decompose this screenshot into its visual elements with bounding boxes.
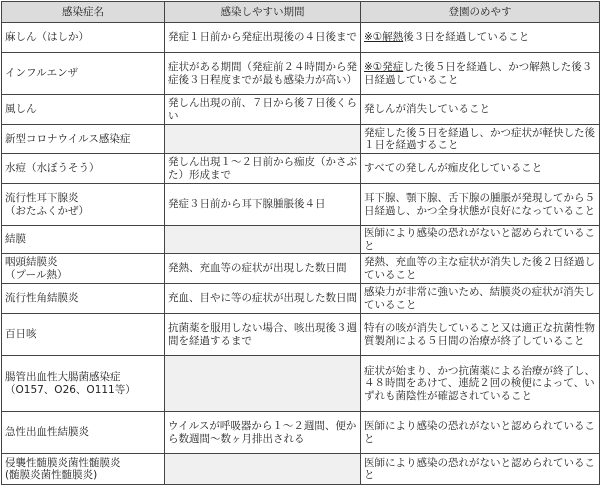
disease-name: 急性出血性結膜炎 bbox=[2, 412, 165, 454]
header-guide: 登園のめやす bbox=[361, 2, 600, 23]
return-guide: 医師により感染の恐れがないと認められていること bbox=[361, 454, 600, 485]
infectious-period bbox=[165, 125, 361, 154]
infectious-period bbox=[165, 454, 361, 485]
table-row bbox=[2, 95, 600, 125]
table-row bbox=[2, 23, 600, 53]
header-period: 感染しやすい期間 bbox=[165, 2, 361, 23]
return-guide: 医師により感染の恐れがないと認められていること bbox=[361, 412, 600, 454]
disease-name: 流行性角結膜炎 bbox=[2, 284, 165, 314]
infectious-period: 発症１日前から発症出現後の４日後まで bbox=[165, 23, 361, 53]
table-row bbox=[2, 284, 600, 314]
disease-name: 侵襲性髄膜炎菌性髄膜炎 (髄膜炎菌性髄膜炎) bbox=[2, 454, 165, 485]
infectious-period: 抗菌薬を服用しない場合、咳出現後３週間を経過するまで bbox=[165, 314, 361, 356]
disease-name: 流行性耳下腺炎 （おたふくかぜ） bbox=[2, 184, 165, 226]
disease-name: 百日咳 bbox=[2, 314, 165, 356]
table-row bbox=[2, 226, 600, 254]
return-guide: 耳下腺、顎下腺、舌下腺の腫脹が発現してから５日経過し、かつ全身状態が良好になっていること bbox=[361, 184, 600, 226]
header-row bbox=[2, 2, 600, 23]
return-guide: 症状が始まり、かつ抗菌薬による治療が終了し、４８時間をあけて、連続２回の検便によって、いずれも菌陰性が確認されていること bbox=[361, 356, 600, 412]
return-guide: すべての発しんが痂皮化していること bbox=[361, 154, 600, 184]
infectious-period: 発しん出現の前、７日から後７日後くらい bbox=[165, 95, 361, 125]
disease-name: 新型コロナウイルス感染症 bbox=[2, 125, 165, 154]
table-row bbox=[2, 53, 600, 95]
return-guide: ※①解熱後３日を経過していること bbox=[361, 23, 600, 53]
disease-name: 水痘（水ぼうそう） bbox=[2, 154, 165, 184]
table-row bbox=[2, 412, 600, 454]
return-guide: 発症した後５日を経過し、かつ症状が軽快した後１日を経過すること bbox=[361, 125, 600, 154]
return-guide: 発しんが消失していること bbox=[361, 95, 600, 125]
disease-name: 麻しん（はしか） bbox=[2, 23, 165, 53]
return-guide: 医師により感染の恐れがないと認められていること bbox=[361, 226, 600, 254]
table-row bbox=[2, 454, 600, 485]
disease-name: 腸管出血性大腸菌感染症 （O157、O26、O111等） bbox=[2, 356, 165, 412]
table-row bbox=[2, 125, 600, 154]
table-row bbox=[2, 314, 600, 356]
infectious-period: 発熱、充血等の症状が出現した数日間 bbox=[165, 254, 361, 284]
disease-name: 咽頭結膜炎 （プール熱） bbox=[2, 254, 165, 284]
return-guide: ※①発症した後５日を経過し、かつ解熱した後３日経過していること bbox=[361, 53, 600, 95]
disease-name: 風しん bbox=[2, 95, 165, 125]
infectious-period bbox=[165, 356, 361, 412]
infectious-period: 発症３日前から耳下腺腫脹後４日 bbox=[165, 184, 361, 226]
infectious-period: 症状がある期間（発症前２４時間から発症後３日程度までが最も感染力が高い） bbox=[165, 53, 361, 95]
return-guide: 特有の咳が消失していること又は適正な抗菌性物質製剤による５日間の治療が終了していること bbox=[361, 314, 600, 356]
infectious-period: 発しん出現１～２日前から痂皮（かさぶた）形成まで bbox=[165, 154, 361, 184]
return-guide: 発熱、充血等の主な症状が消失した後２日経過していること bbox=[361, 254, 600, 284]
infectious-period: 充血、目やに等の症状が出現した数日間 bbox=[165, 284, 361, 314]
table-row bbox=[2, 254, 600, 284]
table-row bbox=[2, 184, 600, 226]
table-row bbox=[2, 356, 600, 412]
table-row bbox=[2, 154, 600, 184]
infection-table bbox=[1, 1, 600, 485]
header-disease: 感染症名 bbox=[2, 2, 165, 23]
infectious-period: ウイルスが呼吸器から１～２週間、便から数週間～数ヶ月排出される bbox=[165, 412, 361, 454]
infectious-period bbox=[165, 226, 361, 254]
disease-name: インフルエンザ bbox=[2, 53, 165, 95]
return-guide: 感染力が非常に強いため、結膜炎の症状が消失していること bbox=[361, 284, 600, 314]
disease-name: 結膜 bbox=[2, 226, 165, 254]
